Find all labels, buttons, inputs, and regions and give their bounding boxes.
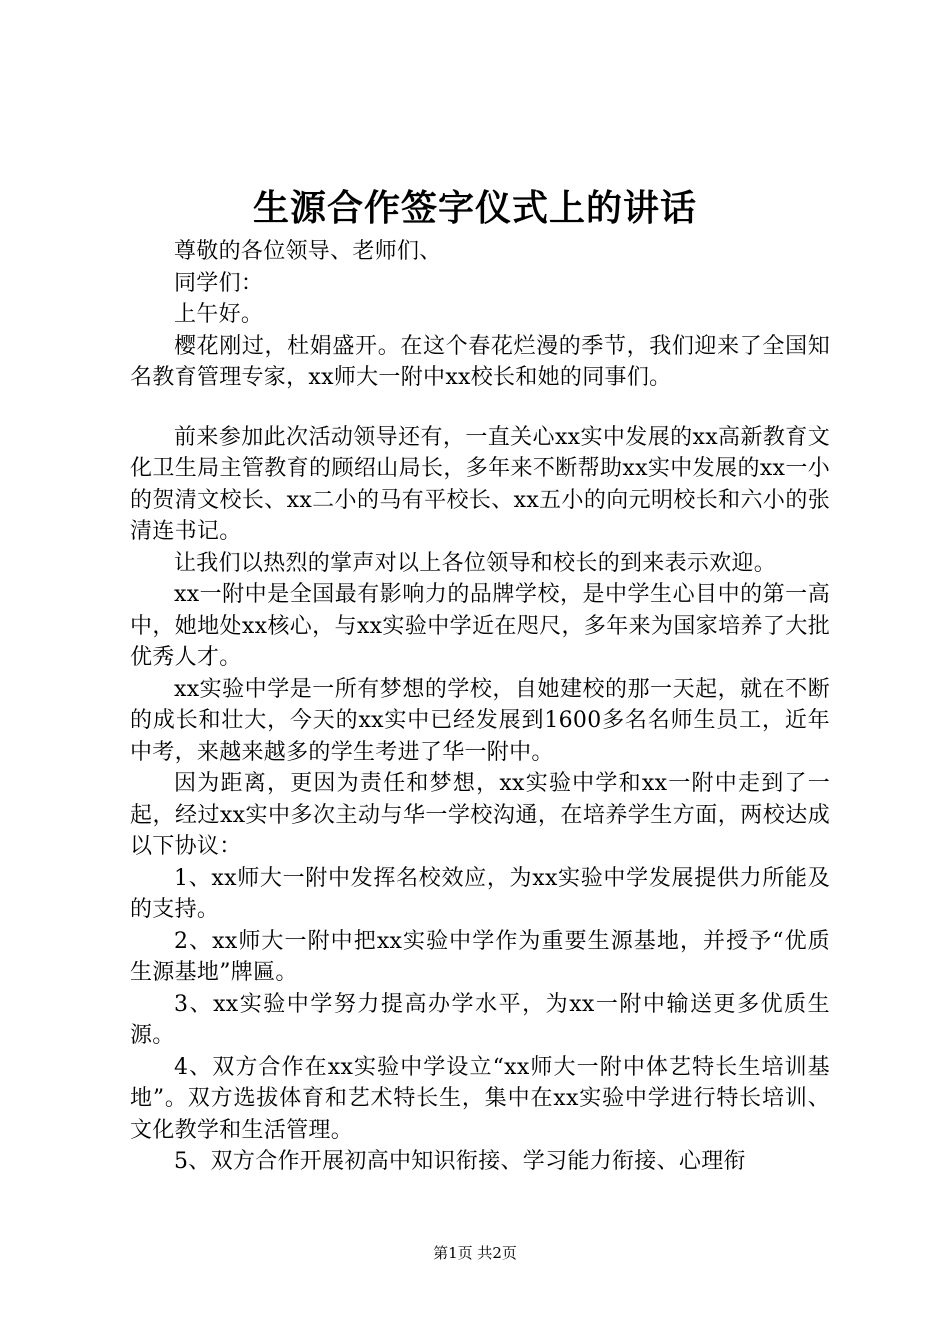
paragraph: 因为距离，更因为责任和梦想，xx实验中学和xx一附中走到了一起，经过xx实中多次主动与华一学校沟通，在培养学生方面，两校达成以下协议：	[130, 771, 830, 859]
paragraph: 尊敬的各位领导、老师们、	[174, 239, 442, 264]
paragraph: 上午好。	[174, 302, 264, 327]
list-item: 5、双方合作开展初高中知识衔接、学习能力衔接、心理衔	[174, 1149, 746, 1174]
list-item: 1、xx师大一附中发挥名校效应，为xx实验中学发展提供力所能及的支持。	[130, 865, 830, 922]
list-item: 3、xx实验中学努力提高办学水平，为xx一附中输送更多优质生源。	[130, 991, 830, 1048]
paragraph: 前来参加此次活动领导还有，一直关心xx实中发展的xx高新教育文化卫生局主管教育的顾绍山局长，多年来不断帮助xx实中发展的xx一小的贺清文校长、xx二小的马有平校长、xx五小的向元明校长和六小的张清连书记。	[130, 424, 830, 544]
paragraph: 让我们以热烈的掌声对以上各位领导和校长的到来表示欢迎。	[174, 550, 777, 576]
document-title: 生源合作签字仪式上的讲话	[252, 187, 697, 229]
list-item: 4、双方合作在xx实验中学设立“xx师大一附中体艺特长生培训基地”。双方选拔体育和艺术特长生，集中在xx实验中学进行特长培训、文化教学和生活管理。	[130, 1054, 830, 1143]
paragraph: 同学们：	[174, 270, 264, 296]
paragraph: xx一附中是全国最有影响力的品牌学校，是中学生心目中的第一高中，她地处xx核心，与xx实验中学近在咫尺，多年来为国家培养了大批优秀人才。	[130, 582, 830, 670]
paragraph: 樱花刚过，杜娟盛开。在这个春花烂漫的季节，我们迎来了全国知名教育管理专家，xx师大一附中xx校长和她的同事们。	[130, 333, 830, 390]
list-item: 2、xx师大一附中把xx实验中学作为重要生源基地，并授予“优质生源基地”牌匾。	[130, 928, 830, 985]
document-body	[130, 236, 830, 1178]
page-number-footer: 第1页 共2页	[433, 1244, 517, 1262]
paragraph: xx实验中学是一所有梦想的学校，自她建校的那一天起，就在不断的成长和壮大，今天的xx实中已经发展到1600多名名师生员工，近年中考，来越来越多的学生考进了华一附中。	[130, 676, 830, 765]
